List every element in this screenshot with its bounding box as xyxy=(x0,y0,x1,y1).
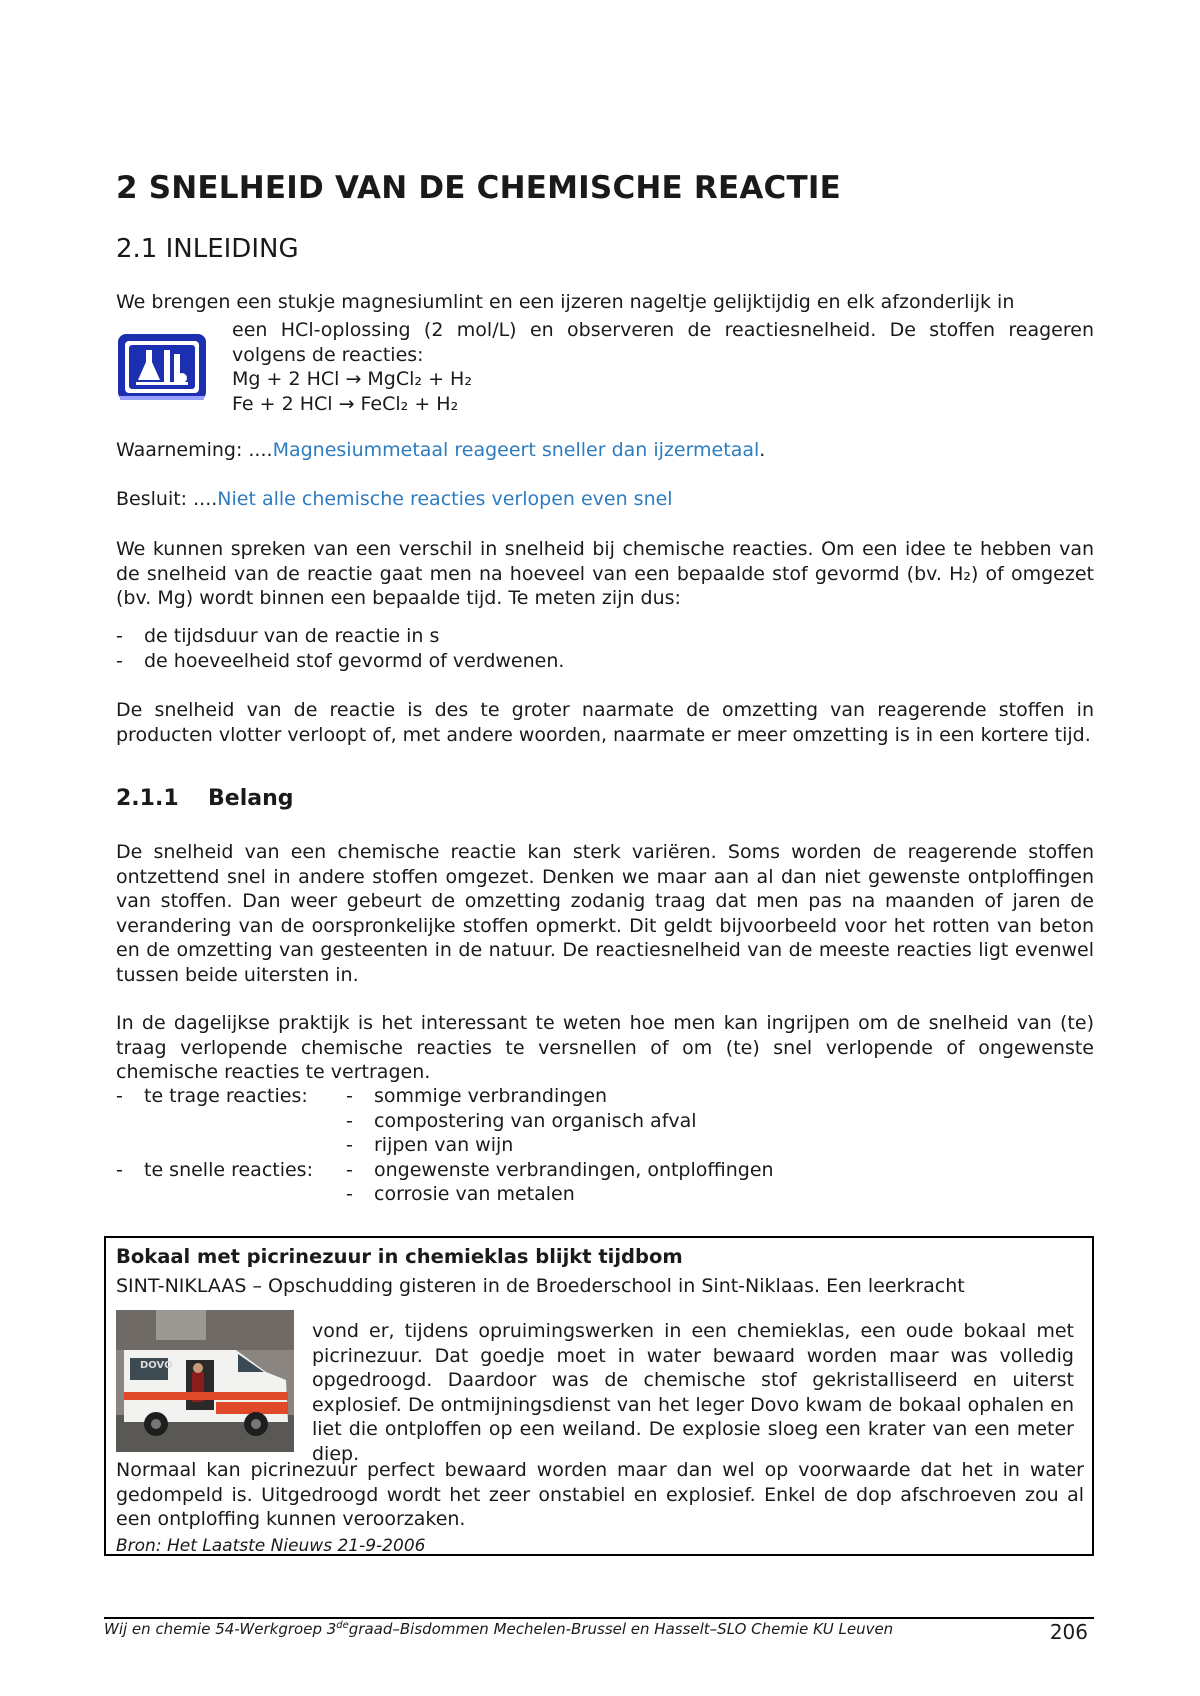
example-item: rijpen van wijn xyxy=(374,1134,514,1156)
observation xyxy=(116,438,1094,463)
list-item: - compostering van organisch afval xyxy=(346,1109,697,1132)
fast-reactions-label: te snelle reacties: xyxy=(144,1158,313,1181)
intro-line-2: een HCl-oplossing (2 mol/L) en observeren de reactiesnelheid. De stoffen reageren volgens de reacties: xyxy=(232,319,1094,366)
examples-list xyxy=(116,1084,1094,1207)
news-photo-van xyxy=(116,1310,294,1452)
news-box xyxy=(104,1236,1094,1556)
page-footer xyxy=(104,1620,1094,1644)
section-title: 2.1 INLEIDING xyxy=(116,234,299,264)
paragraph-importance: De snelheid van een chemische reactie kan sterk variëren. Soms worden de reagerende stoffen ontzettend snel in andere stoffen omgezet. Denken we maar aan al dan niet gewenste ontploffingen van stoffen. Dan weer gebeurt de omzetting zodanig traag dat men pas na maanden of jaren de verandering van de oorspronkelijke stoffen opmerkt. Dit geldt bijvoorbeeld voor het rotten van beton en de omzetting van gesteenten in de natuur. De reactiesnelheid van de meeste reacties ligt evenwel tussen beide uitersten in. xyxy=(116,841,1094,986)
news-after-block xyxy=(116,1458,1084,1558)
list-item: - te snelle reacties: - ongewenste verbrandingen, ontploffingen xyxy=(116,1158,774,1181)
subsection-number: 2.1.1 xyxy=(116,786,179,811)
news-source: Bron: Het Laatste Nieuws 21-9-2006 xyxy=(116,1535,426,1556)
paragraph-practice: In de dagelijkse praktijk is het interessant te weten hoe men kan ingrijpen om de snelheid van (te) traag verlopende chemische reacties te versnellen of om (te) snel verlopende of ongewenste chemische reacties te vertragen. xyxy=(116,1012,1094,1083)
observation-end: . xyxy=(759,439,766,461)
example-item: compostering van organisch afval xyxy=(374,1109,697,1132)
reaction-mg: Mg + 2 HCl → MgCl₂ + H₂ xyxy=(232,368,472,390)
footer-text: Wij en chemie 54-Werkgroep 3degraad–Bisdommen Mechelen-Brussel en Hasselt–SLO Chemie KU Leuven xyxy=(104,1620,894,1638)
page-number: 206 xyxy=(1049,1620,1088,1644)
list-item: - de tijdsduur van de reactie in s xyxy=(116,624,1094,649)
chapter-title: 2 SNELHEID VAN DE CHEMISCHE REACTIE xyxy=(116,170,841,206)
news-paragraph-2: Normaal kan picrinezuur perfect bewaard worden maar dan wel op voorwaarde dat het in water gedompeld is. Uitgedroogd wordt het zeer onstabiel en explosief. Enkel de dop afschroeven zou al een ontploffing kunnen veroorzaken. xyxy=(116,1459,1084,1530)
example-item: sommige verbrandingen xyxy=(374,1085,608,1107)
example-item: corrosie van metalen xyxy=(374,1183,575,1205)
lab-flask-icon xyxy=(116,332,208,402)
observation-label: Waarneming: .... xyxy=(116,439,273,461)
list-item: - de hoeveelheid stof gevormd of verdwenen. xyxy=(116,649,1094,674)
paragraph-speed: We kunnen spreken van een verschil in snelheid bij chemische reacties. Om een idee te hebben van de snelheid van de reactie gaat men na hoeveel van een bepaalde stof gevormd (bv. H₂) of omgezet (bv. Mg) wordt binnen een bepaalde tijd. Te meten zijn dus: xyxy=(116,538,1094,609)
footer-divider xyxy=(104,1617,1094,1619)
news-line-1: SINT-NIKLAAS – Opschudding gisteren in de Broederschool in Sint-Niklaas. Een leerkracht xyxy=(116,1275,965,1297)
conclusion-label: Besluit: .... xyxy=(116,488,218,510)
example-item: ongewenste verbrandingen, ontploffingen xyxy=(374,1158,774,1181)
news-title: Bokaal met picrinezuur in chemieklas blijkt tijdbom xyxy=(116,1245,683,1268)
measure-list xyxy=(116,624,1094,673)
conclusion xyxy=(116,487,1094,512)
list-item: - te trage reacties: - sommige verbrandingen xyxy=(116,1085,608,1107)
list-item: - rijpen van wijn xyxy=(346,1134,514,1156)
list-item: - corrosie van metalen xyxy=(346,1183,575,1205)
observation-answer: Magnesiummetaal reageert sneller dan ijzermetaal xyxy=(272,439,760,461)
slow-reactions-label: te trage reacties: xyxy=(144,1085,308,1107)
conclusion-answer: Niet alle chemische reacties verlopen even snel xyxy=(217,488,673,510)
news-wrapped-text: vond er, tijdens opruimingswerken in een chemieklas, een oude bokaal met picrinezuur. Dat goedje moet in water bewaard worden maar was volledig opgedroogd. Daardoor was de chemische stof gekristalliseerd en uiterst explosief. De ontmijningsdienst van het leger Dovo kwam de bokaal ophalen en liet die ontploffen op een weiland. De explosie sloeg een krater van een meter diep. xyxy=(312,1320,1074,1465)
intro-line-1: We brengen een stukje magnesiumlint en een ijzeren nageltje gelijktijdig en elk afzonderlijk in xyxy=(116,291,1015,313)
paragraph-definition: De snelheid van de reactie is des te groter naarmate de omzetting van reagerende stoffen in producten vlotter verloopt of, met andere woorden, naarmate er meer omzetting is in een kortere tijd. xyxy=(116,699,1094,746)
reaction-fe: Fe + 2 HCl → FeCl₂ + H₂ xyxy=(232,392,459,415)
van-logo: DOVO xyxy=(140,1360,173,1371)
subsection-label: Belang xyxy=(208,786,294,811)
intro-wrapped-block xyxy=(232,318,1094,416)
subsection-title xyxy=(116,786,294,811)
